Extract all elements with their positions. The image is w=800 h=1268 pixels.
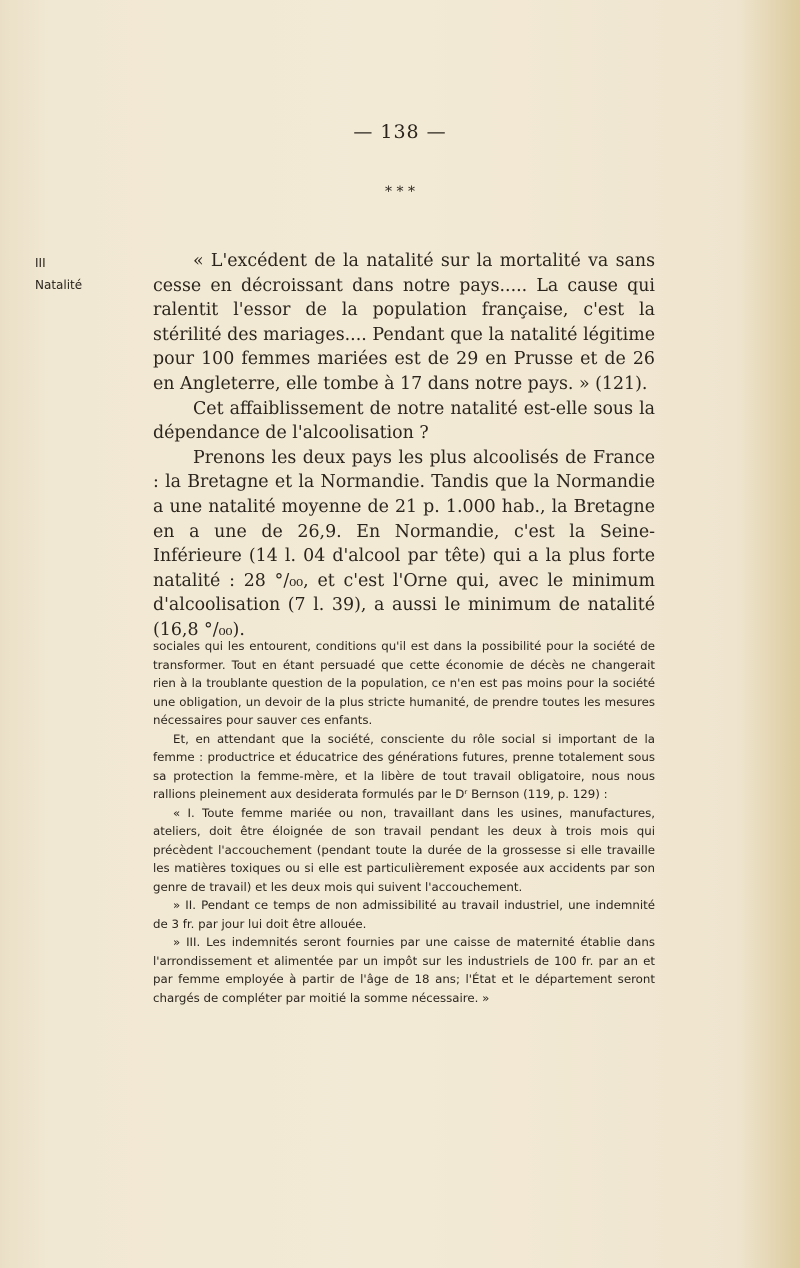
main-paragraph: Prenons les deux pays les plus alcoolisés de France : la Bretagne et la Normandie. Tandis que la Normandie a une natalité moyenne de 21 p. 1.000 hab., la Bretagne en a une de 26,9. En Normandie, c'est la Seine-Inférieure (14 l. 04 d'alcool par tête) qui a la plus forte natalité : 28 °/₀₀, et c'est l'Orne qui, avec le minimum d'alcoolisation (7 l. 39), a aussi le minimum de natalité (16,8 °/₀₀). xyxy=(153,447,655,640)
footnote-paragraph: Et, en attendant que la société, consciente du rôle social si important de la femme : productrice et éducatrice des générations futures, prenne totalement sous sa protection la femme-mère, et la libère de tout travail obligatoire, nous nous rallions pleinement aux desiderata formulés par le Dʳ Bernson (119, p. 129) : xyxy=(153,731,655,801)
section-separator: * * * xyxy=(385,184,415,200)
footnote-text xyxy=(153,637,655,1007)
page-number: — 138 — xyxy=(353,121,447,143)
footnote-paragraph: » II. Pendant ce temps de non admissibilité au travail industriel, une indemnité de 3 fr. par jour lui doit être allouée. xyxy=(153,898,655,931)
margin-section-number: III xyxy=(35,256,46,270)
footnote-paragraph: « I. Toute femme mariée ou non, travaillant dans les usines, manufactures, ateliers, doit être éloignée de son travail pendant les deux à trois mois qui précèdent l'accouchement (pendant toute la durée de la grossesse si elle travaille les matières toxiques ou si elle est particulièrement exposée aux accidents par son genre de travail) et les deux mois qui suivent l'accouchement. xyxy=(153,805,655,894)
main-text xyxy=(153,249,655,643)
main-paragraph: « L'excédent de la natalité sur la mortalité va sans cesse en décroissant dans notre pays..... La cause qui ralentit l'essor de la population française, c'est la stérilité des mariages.... Pendant que la natalité légitime pour 100 femmes mariées est de 29 en Prusse et de 26 en Angleterre, elle tombe à 17 dans notre pays. » (121). xyxy=(153,251,655,394)
margin-section-label: Natalité xyxy=(35,278,83,292)
margin-note xyxy=(35,252,115,296)
footnote-paragraph: » III. Les indemnités seront fournies par une caisse de maternité établie dans l'arrondissement et alimentée par un impôt sur les industriels de 100 fr. par an et par femme employée à partir de l'âge de 18 ans; l'État et le département seront chargés de compléter par moitié la somme nécessaire. » xyxy=(153,935,655,1005)
footnote-paragraph: sociales qui les entourent, conditions qu'il est dans la possibilité pour la société de transformer. Tout en étant persuadé que cette économie de décès ne changerait rien à la troublante question de la population, ce n'en est pas moins pour la société une obligation, un devoir de la plus stricte humanité, de prendre toutes les mesures nécessaires pour sauver ces enfants. xyxy=(153,639,655,727)
main-paragraph: Cet affaiblissement de notre natalité est-elle sous la dépendance de l'alcoolisation ? xyxy=(153,398,655,444)
